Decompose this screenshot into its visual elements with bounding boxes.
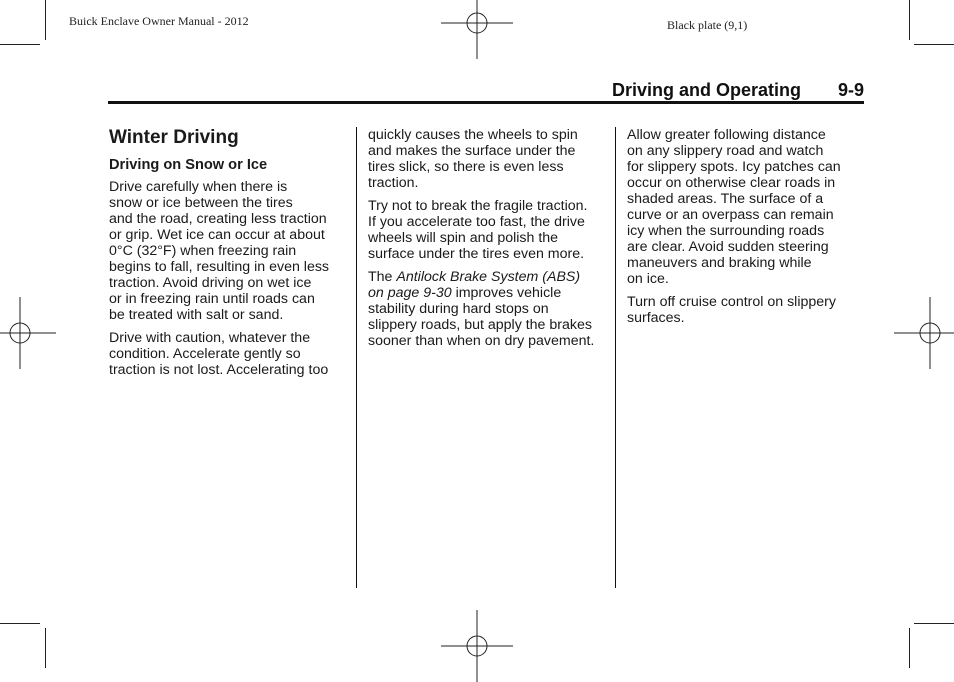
crop-mark-top-right-h [914,44,954,45]
text-line: and the road, creating less traction [109,211,327,227]
text-line: or in freezing rain until roads can [109,291,315,307]
crop-mark-top-right-v [909,0,910,40]
text-line: surfaces. [627,310,685,326]
text-line: condition. Accelerate gently so [109,346,301,362]
crop-mark-bottom-left-v [45,628,46,668]
text-line: traction. Avoid driving on wet ice [109,275,312,291]
column-1 [109,127,345,385]
registration-mark-left-icon [0,297,56,369]
text-line: Drive with caution, whatever the [109,330,311,346]
crop-mark-bottom-right-v [909,628,910,668]
registration-mark-top-icon [441,0,513,59]
text-line: surface under the tires even more. [368,246,585,262]
text-line: snow or ice between the tires [109,195,293,211]
text-line: icy when the surrounding roads [627,223,825,239]
column-divider-2 [615,127,616,588]
text-line: on ice. [627,271,669,287]
text-line: Turn off cruise control on slippery [627,294,836,310]
text-line: curve or an overpass can remain [627,207,834,223]
text-line: traction. [368,175,419,191]
subsection-heading: Driving on Snow or Ice [109,157,268,173]
header-rule [108,101,864,104]
text-line: traction is not lost. Accelerating too [109,362,329,378]
paragraph [109,330,345,378]
text-line: shaded areas. The surface of a [627,191,824,207]
column-divider-1 [356,127,357,588]
text-fragment: The [368,269,397,285]
section-title: Driving and Operating [612,80,802,100]
registration-mark-bottom-icon [441,610,513,682]
crop-mark-top-left-h [0,44,40,45]
text-line: occur on otherwise clear roads in [627,175,836,191]
crop-mark-bottom-right-h [914,623,954,624]
crop-mark-top-left-v [45,0,46,40]
text-line: for slippery spots. Icy patches can [627,159,841,175]
text-line: are clear. Avoid sudden steering [627,239,829,255]
text-line: quickly causes the wheels to spin [368,127,578,143]
text-fragment: improves vehicle [451,285,562,301]
registration-mark-right-icon [894,297,954,369]
paragraph [627,294,863,326]
running-head-right: Black plate (9,1) [667,18,748,32]
text-line: on any slippery road and watch [627,143,824,159]
text-line [368,269,604,285]
text-line: begins to fall, resulting in even less [109,259,330,275]
running-head-left: Buick Enclave Owner Manual - 2012 [69,14,249,28]
text-line: and makes the surface under the [368,143,576,159]
text-line: sooner than when on dry pavement. [368,333,595,349]
paragraph [109,179,345,323]
paragraph [368,269,604,349]
page-number: 9-9 [838,80,865,100]
text-line: be treated with salt or sand. [109,307,284,323]
paragraph [368,127,604,191]
text-line: 0°C (32°F) when freezing rain [109,243,297,259]
paragraph [627,127,863,287]
text-line: Drive carefully when there is [109,179,288,195]
text-line: maneuvers and braking while [627,255,812,271]
text-line [368,285,604,301]
crop-mark-bottom-left-h [0,623,40,624]
text-line: Allow greater following distance [627,127,826,143]
text-line: slippery roads, but apply the brakes [368,317,592,333]
text-line: If you accelerate too fast, the drive [368,214,585,230]
text-line: wheels will spin and polish the [368,230,559,246]
text-line: or grip. Wet ice can occur at about [109,227,325,243]
text-line: stability during hard stops on [368,301,549,317]
text-line: tires slick, so there is even less [368,159,564,175]
section-heading: Winter Driving [109,127,239,148]
abs-reference-link[interactable]: Antilock Brake System (ABS) [396,269,581,285]
paragraph [368,198,604,262]
abs-page-reference-link[interactable]: on page 9-30 [368,285,452,301]
column-2 [368,127,604,356]
text-line: Try not to break the fragile traction. [368,198,588,214]
column-3 [627,127,863,333]
